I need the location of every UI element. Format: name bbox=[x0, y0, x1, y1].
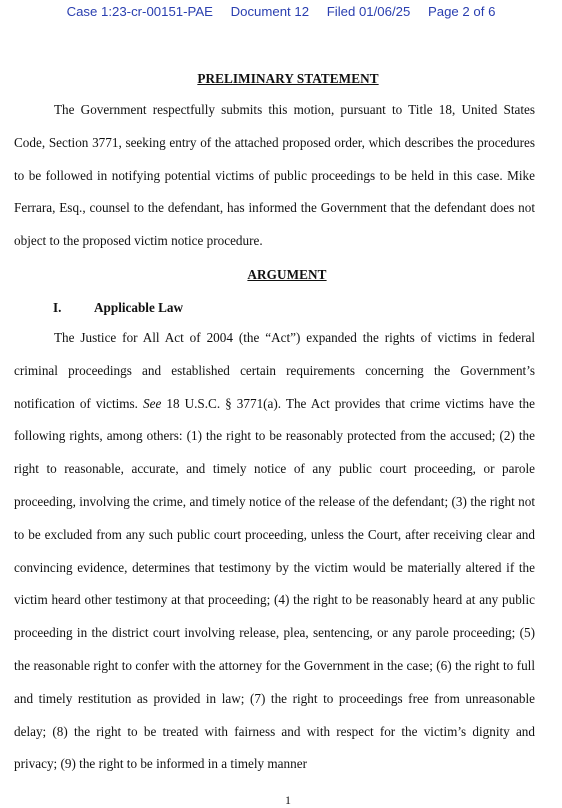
citation-signal: See bbox=[143, 395, 162, 411]
page-number: 1 bbox=[285, 793, 291, 807]
paragraph-text-before-citation: The Justice for All Act of 2004 (the “Act”) expanded the rights of victims in federal criminal proceedings and established certain requirements concerning the Government’s notification of victims. bbox=[14, 330, 535, 411]
section-number: I. bbox=[53, 300, 62, 315]
preliminary-statement-paragraph: The Government respectfully submits this motion, pursuant to Title 18, United States Code, Section 3771, seeking entry of the attached proposed order, which describes the procedures to be followed in notifying potential victims of public proceedings to be held in this case. Mike Ferrara, Esq., counsel to the defendant, has informed the Government that the defendant does not object to the proposed victim notice procedure. bbox=[14, 102, 535, 249]
filed-date: Filed 01/06/25 bbox=[326, 4, 411, 19]
case-number: Case 1:23-cr-00151-PAE bbox=[66, 4, 213, 19]
paragraph-text-after-citation: 18 U.S.C. § 3771(a). The Act provides that crime victims have the following rights, among others: (1) the right to be reasonably protected from the accused; (2) the right to reasonable, accurate, and timely notice of any public court proceeding, or parole proceeding, involving the crime, and timely notice of the release of the defendant; (3) the right not to be excluded from any such public court proceeding, unless the Court, after receiving clear and convincing evidence, determines that testimony by the victim would be materially altered if the victim heard other testimony at that proceeding; (4) the right to be reasonably heard at any public proceeding in the district court involving release, plea, sentencing, or any parole proceeding; (5) the reasonable right to confer with the attorney for the Government in the case; (6) the right to full and timely restitution as provided in law; (7) the right to proceedings free from unreasonable delay; (8) the right to be treated with fairness and with respect for the victim’s dignity and privacy; (9) the right to be informed in a timely manner bbox=[14, 395, 535, 772]
argument-heading: ARGUMENT bbox=[247, 267, 327, 282]
document-number: Document 12 bbox=[230, 4, 310, 19]
section-heading bbox=[53, 300, 183, 316]
preliminary-statement-heading: PRELIMINARY STATEMENT bbox=[197, 71, 379, 86]
ecf-filing-header bbox=[0, 4, 562, 19]
applicable-law-paragraph bbox=[14, 322, 535, 781]
page-count: Page 2 of 6 bbox=[427, 4, 496, 19]
section-title: Applicable Law bbox=[94, 300, 184, 315]
